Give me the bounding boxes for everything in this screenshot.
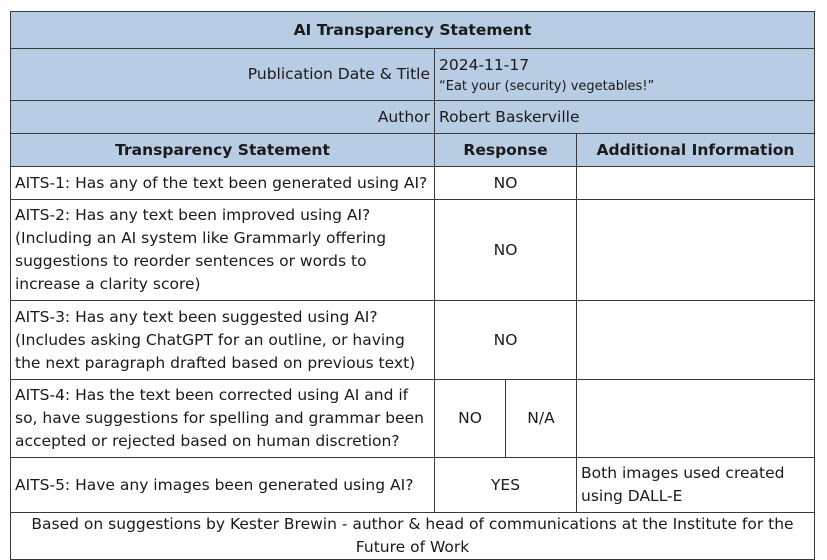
statement-line: so, have suggestions for spelling and grammar been xyxy=(15,409,424,427)
response-cell: NO xyxy=(435,380,506,458)
table-row xyxy=(11,301,815,380)
response-secondary-cell: N/A xyxy=(506,380,577,458)
author-value: Robert Baskerville xyxy=(435,101,815,134)
statement-line: AITS-3: Has any text been suggested using AI? xyxy=(15,307,378,326)
statement-line: AITS-1: Has any of the text been generated using AI? xyxy=(15,173,428,192)
additional-info-cell xyxy=(577,380,815,458)
additional-info-cell xyxy=(577,301,815,380)
statement-cell xyxy=(11,380,435,458)
statement-cell xyxy=(11,200,435,301)
statement-line: AITS-4: Has the text been corrected using AI and if xyxy=(15,386,409,404)
table-row xyxy=(11,458,815,513)
publication-date: 2024-11-17 xyxy=(439,55,530,74)
column-header-statement: Transparency Statement xyxy=(11,134,435,167)
footer-credit: Based on suggestions by Kester Brewin - author & head of communications at the Institute for the Future of Work xyxy=(11,513,815,560)
statement-line: AITS-2: Has any text been improved using AI? xyxy=(15,206,371,224)
response-cell: NO xyxy=(435,301,577,380)
additional-info-cell xyxy=(577,458,815,513)
statement-line: increase a clarity score) xyxy=(15,275,201,293)
statement-line: accepted or rejected based on human discretion? xyxy=(15,432,400,450)
statement-line: the next paragraph drafted based on previous text) xyxy=(15,353,416,372)
publication-date-title-value xyxy=(435,49,815,101)
column-header-additional: Additional Information xyxy=(577,134,815,167)
publication-date-title-label: Publication Date & Title xyxy=(11,49,435,101)
statement-cell xyxy=(11,301,435,380)
table-title: AI Transparency Statement xyxy=(11,12,815,49)
response-cell: NO xyxy=(435,200,577,301)
statement-line: AITS-5: Have any images been generated using AI? xyxy=(15,475,414,494)
column-header-response: Response xyxy=(435,134,577,167)
table-row xyxy=(11,380,815,458)
statement-line: suggestions to reorder sentences or words to xyxy=(15,252,367,270)
additional-info-cell xyxy=(577,167,815,200)
statement-line: (Includes asking ChatGPT for an outline, or having xyxy=(15,330,405,349)
additional-info-line: using DALL-E xyxy=(581,487,683,505)
table-row xyxy=(11,167,815,200)
response-cell: NO xyxy=(435,167,577,200)
table-row xyxy=(11,200,815,301)
statement-cell xyxy=(11,458,435,513)
author-label: Author xyxy=(11,101,435,134)
additional-info-cell xyxy=(577,200,815,301)
ai-transparency-table xyxy=(10,11,815,560)
response-cell: YES xyxy=(435,458,577,513)
statement-line: (Including an AI system like Grammarly offering xyxy=(15,229,387,247)
statement-cell xyxy=(11,167,435,200)
article-title: “Eat your (security) vegetables!” xyxy=(439,78,655,94)
additional-info-line: Both images used created xyxy=(581,464,785,482)
